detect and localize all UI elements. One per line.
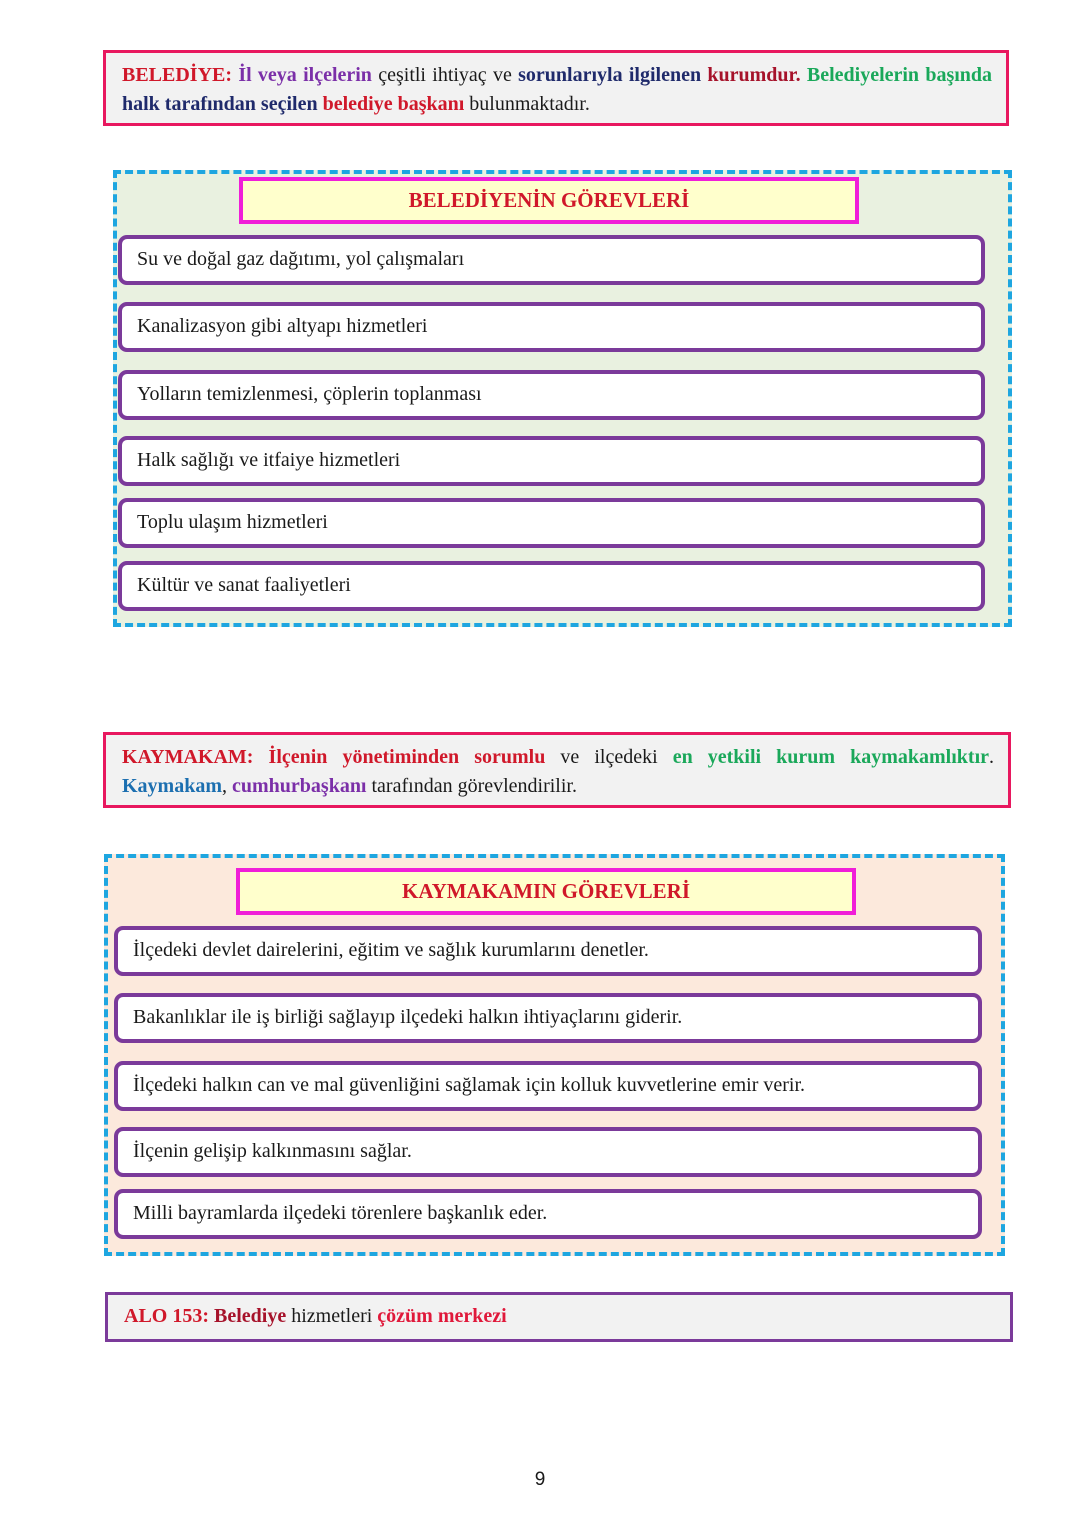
alo-153-box xyxy=(105,1292,1013,1342)
kaymakam-definition-box xyxy=(103,732,1011,808)
belediye-duty-item: Su ve doğal gaz dağıtımı, yol çalışmaları xyxy=(118,235,985,285)
alo-text-3: çözüm merkezi xyxy=(377,1305,507,1327)
kaymakam-text-2: ve ilçedeki xyxy=(560,746,658,768)
kaymakam-duty-item: İlçedeki devlet dairelerini, eğitim ve sağlık kurumlarını denetler. xyxy=(114,926,982,976)
belediye-duty-item: Toplu ulaşım hizmetleri xyxy=(118,498,985,548)
kaymakam-text-1: İlçenin yönetiminden sorumlu xyxy=(268,746,546,768)
alo-text-1: Belediye xyxy=(214,1305,287,1327)
alo-text-2: hizmetleri xyxy=(291,1305,373,1327)
belediye-text-4: kurumdur. xyxy=(707,64,801,86)
kaymakam-text-3: en yetkili kurum kaymakamlıktır xyxy=(672,746,990,768)
kaymakam-duty-item: İlçenin gelişip kalkınmasını sağlar. xyxy=(114,1127,982,1177)
belediye-duty-item: Halk sağlığı ve itfaiye hizmetleri xyxy=(118,436,985,486)
belediye-duty-item: Kültür ve sanat faaliyetleri xyxy=(118,561,985,611)
belediye-text-6: halk tarafından seçilen xyxy=(122,93,318,115)
kaymakam-term: KAYMAKAM: xyxy=(122,746,254,768)
kaymakam-text-6: , xyxy=(222,775,227,797)
belediye-term: BELEDİYE: xyxy=(122,64,233,86)
kaymakam-text-7: cumhurbaşkanı xyxy=(232,775,367,797)
kaymakam-duties-title: KAYMAKAMIN GÖREVLERİ xyxy=(236,868,856,915)
belediye-duties-title: BELEDİYENİN GÖREVLERİ xyxy=(239,177,859,224)
belediye-duty-item: Kanalizasyon gibi altyapı hizmetleri xyxy=(118,302,985,352)
kaymakam-duty-item: Milli bayramlarda ilçedeki törenlere başkanlık eder. xyxy=(114,1189,982,1239)
alo-term: ALO 153: xyxy=(124,1305,209,1327)
belediye-text-3: sorunlarıyla ilgilenen xyxy=(518,64,702,86)
belediye-duty-item: Yolların temizlenmesi, çöplerin toplanması xyxy=(118,370,985,420)
belediye-text-7: belediye başkanı xyxy=(322,93,465,115)
belediye-text-5: Belediyelerin başında xyxy=(806,64,993,86)
belediye-text-2: çeşitli ihtiyaç ve xyxy=(378,64,512,86)
kaymakam-text-5: Kaymakam xyxy=(122,775,222,797)
belediye-definition-box xyxy=(103,50,1009,126)
belediye-text-1: İl veya ilçelerin xyxy=(238,64,372,86)
belediye-text-8: bulunmaktadır. xyxy=(469,93,590,115)
kaymakam-text-8: tarafından görevlendirilir. xyxy=(371,775,577,797)
page-number: 9 xyxy=(534,1469,546,1490)
kaymakam-text-4: . xyxy=(989,746,995,768)
kaymakam-duty-item: İlçedeki halkın can ve mal güvenliğini sağlamak için kolluk kuvvetlerine emir verir. xyxy=(114,1061,982,1111)
kaymakam-duty-item: Bakanlıklar ile iş birliği sağlayıp ilçedeki halkın ihtiyaçlarını giderir. xyxy=(114,993,982,1043)
